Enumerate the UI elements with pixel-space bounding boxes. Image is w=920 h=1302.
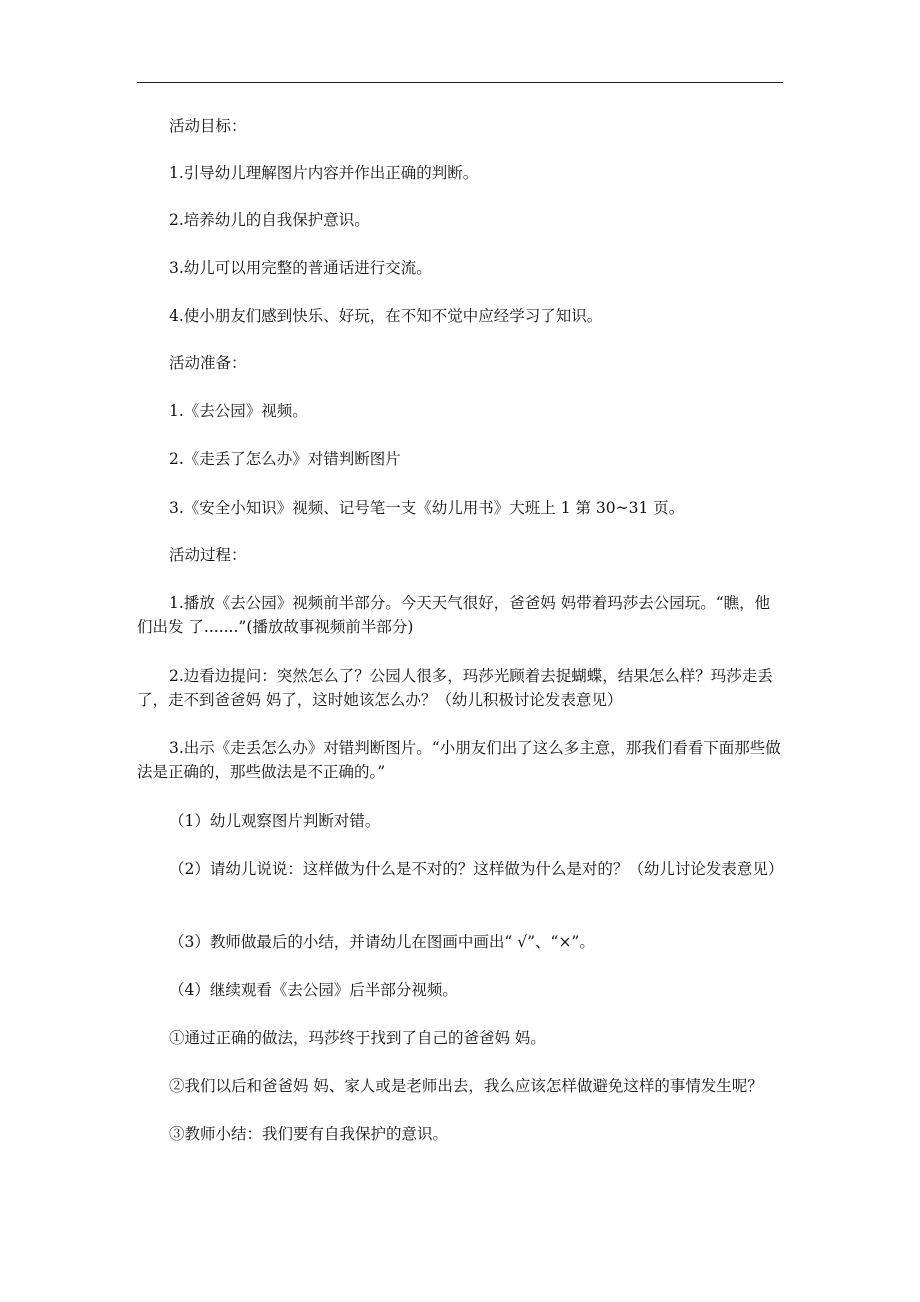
prep-item-3: 3.《安全小知识》视频、记号笔一支《幼儿用书》大班上 1 第 30~31 页。 bbox=[169, 499, 685, 517]
process-item-3: 3.出示《走丢怎么办》对错判断图片。“小朋友们出了这么多主意，那我们看看下面那些做法是正确的，那些做法是不正确的。” bbox=[137, 739, 781, 781]
process-heading: 活动过程： bbox=[169, 546, 247, 564]
goals-heading: 活动目标： bbox=[169, 117, 247, 135]
goal-item-3: 3.幼儿可以用完整的普通话进行交流。 bbox=[169, 259, 432, 277]
circled-item-3: ③教师小结：我们要有自我保护的意识。 bbox=[169, 1125, 449, 1143]
goal-item-2: 2.培养幼儿的自我保护意识。 bbox=[169, 211, 370, 229]
sub-item-3: （3）教师做最后的小结，并请幼儿在图画中画出“ √”、“×”。 bbox=[169, 933, 595, 951]
prep-item-1: 1.《去公园》视频。 bbox=[169, 402, 308, 420]
prep-item-2: 2.《走丢了怎么办》对错判断图片 bbox=[169, 450, 401, 468]
goal-item-4: 4.使小朋友们感到快乐、好玩，在不知不觉中应经学习了知识。 bbox=[169, 307, 603, 325]
sub-item-4: （4）继续观看《去公园》后半部分视频。 bbox=[169, 981, 458, 999]
sub-item-1: （1）幼儿观察图片判断对错。 bbox=[169, 812, 381, 830]
prep-heading: 活动准备： bbox=[169, 354, 247, 372]
header-rule bbox=[137, 82, 783, 83]
circled-item-2: ②我们以后和爸爸妈 妈、家人或是老师出去，我么应该怎样做避免这样的事情发生呢？ bbox=[169, 1077, 763, 1095]
sub-item-2: （2）请幼儿说说：这样做为什么是不对的？这样做为什么是对的？（幼儿讨论发表意见） bbox=[169, 860, 784, 878]
process-item-1: 1.播放《去公园》视频前半部分。今天天气很好，爸爸妈 妈带着玛莎去公园玩。“瞧，他们出发 了.......”(播放故事视频前半部分) bbox=[137, 594, 771, 636]
goal-item-1: 1.引导幼儿理解图片内容并作出正确的判断。 bbox=[169, 164, 479, 182]
circled-item-1: ①通过正确的做法，玛莎终于找到了自己的爸爸妈 妈。 bbox=[169, 1029, 546, 1047]
process-item-2: 2.边看边提问：突然怎么了？公园人很多，玛莎光顾着去捉蝴蝶，结果怎么样？玛莎走丢了，走不到爸爸妈 妈了，这时她该怎么办？（幼儿积极讨论发表意见） bbox=[137, 667, 773, 709]
